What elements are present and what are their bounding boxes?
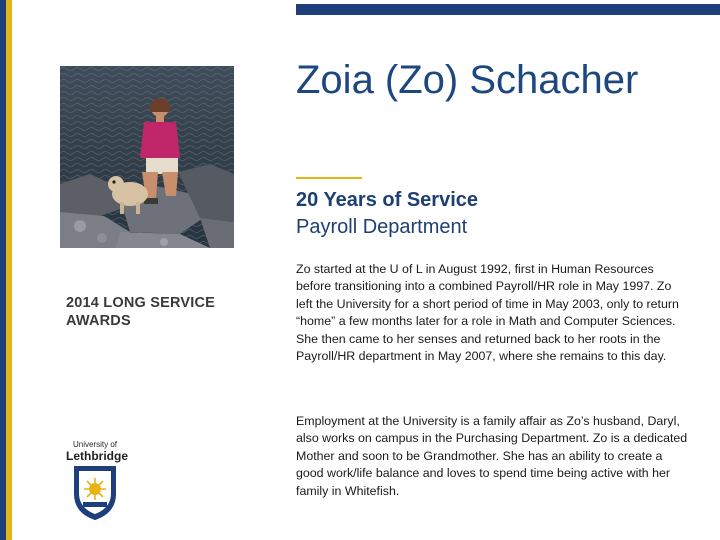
bio-paragraph: Zo started at the U of L in August 1992, first in Human Resources before transitioning into a combined Payroll/HR role in May 1997. Zo left the University for a short period of time in May 2003, only to return “home” a few months later for a role in Math and Computer Sciences. She then came to her senses and returned back to her roots in the Payroll/HR department in May 2007, where she remains to this day. (296, 262, 679, 364)
top-accent-bar (296, 4, 720, 15)
logo-text-line2: Lethbridge (66, 449, 128, 463)
gold-divider (296, 177, 362, 179)
logo-text-line1: University of (72, 440, 117, 449)
university-crest-icon (72, 464, 118, 522)
left-accent-bar (0, 0, 12, 540)
department-name: Payroll Department (296, 216, 468, 238)
bio-paragraph: Employment at the University is a family affair as Zo’s husband, Daryl, also works on campus in the Purchasing Department. Zo is a dedicated Mother and soon to be Grandmother. She has an ability to create a good work/life balance and loves to spend time being active with her family in Whitefish. (296, 414, 688, 498)
portrait-photo-icon (60, 66, 234, 248)
service-years: 20 Years of Service (296, 189, 478, 211)
university-logo (66, 440, 128, 524)
employee-name: Zoia (Zo) Schacher (296, 58, 639, 102)
award-title: 2014 LONG SERVICE AWARDS (66, 295, 215, 329)
